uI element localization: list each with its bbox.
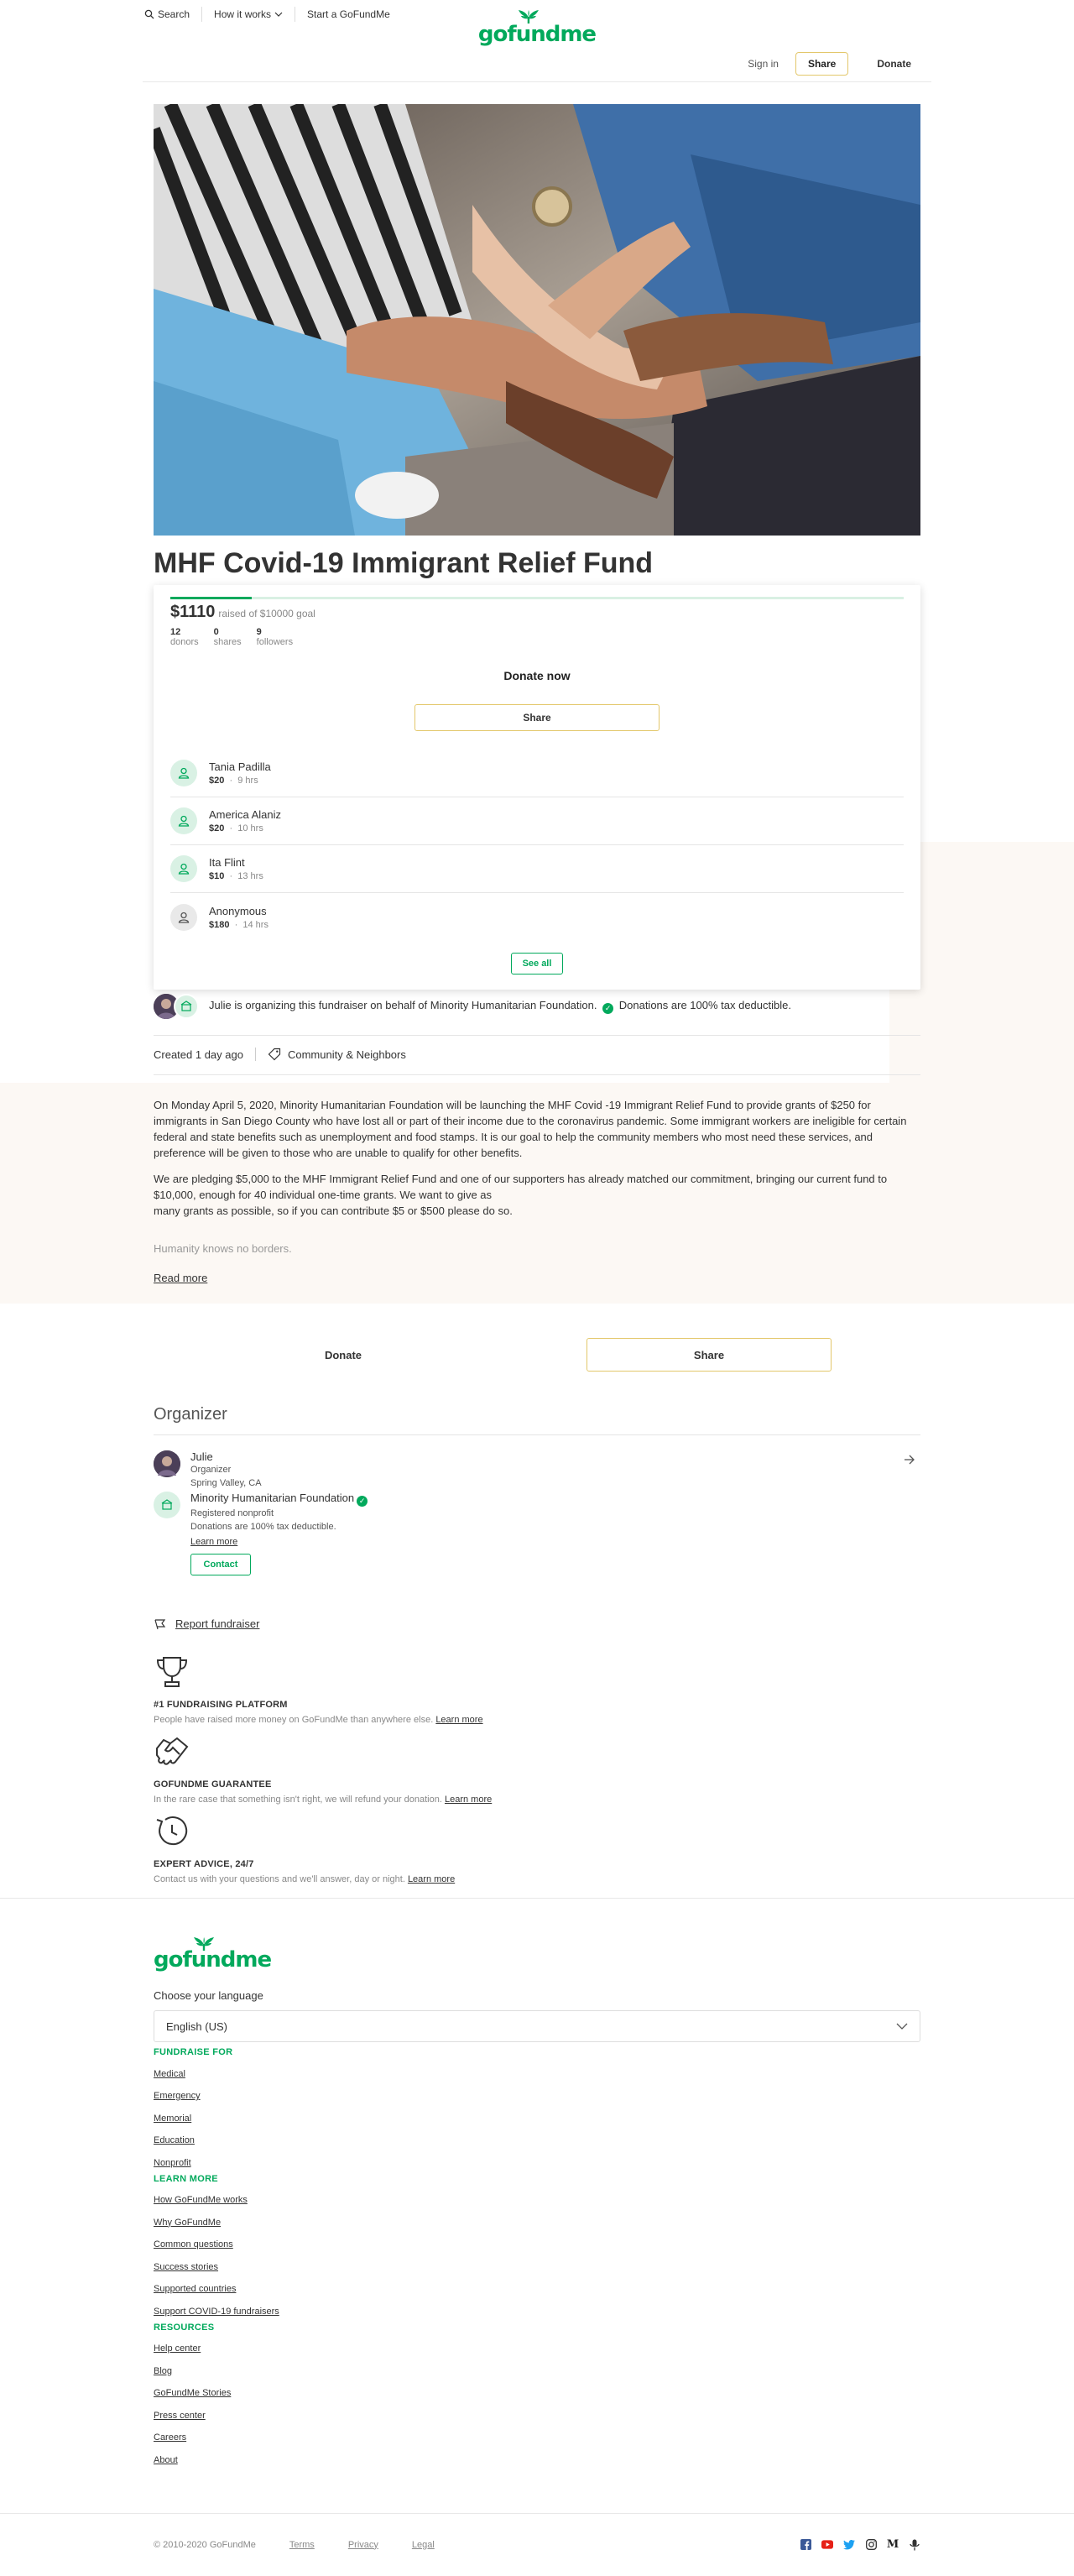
trust-badges [154,1655,920,1884]
progress-bar [170,597,904,599]
beneficiary-org [154,1492,920,1575]
badge-title: EXPERT ADVICE, 24/7 [154,1859,254,1869]
footer-group-title: FUNDRAISE FOR [154,2047,233,2057]
arrow-right-icon[interactable] [904,1454,915,1470]
how-it-works-dropdown[interactable] [202,7,295,22]
language-label: Choose your language [154,1989,263,2002]
stat-label: followers [256,637,294,647]
flag-icon [154,1618,167,1630]
organizer-name: Julie [190,1450,213,1463]
privacy-link[interactable]: Privacy [347,2539,378,2550]
trust-badge [154,1655,920,1725]
campaign-story [154,1075,920,1286]
donation-item: Ita Flint $10 · 13 hrs [170,845,904,893]
hands-together-photo [154,104,920,536]
tax-deductible-text: Donations are 100% tax deductible. [618,999,791,1011]
category-label: Community & Neighbors [287,1048,406,1061]
donation-time: 10 hrs [237,823,263,833]
donation-amount: $10 [209,871,225,881]
footer-link[interactable]: Common questions [154,2239,233,2249]
organizer-summary-text: Julie is organizing this fundraiser on behalf of Minority Humanitarian Foundation. [209,999,597,1011]
donation-item: Tania Padilla $20 · 9 hrs [170,750,904,797]
handshake-icon [154,1735,190,1769]
medium-icon[interactable]: M [886,2538,899,2551]
org-type: Registered nonprofit [190,1508,274,1518]
donation-time: 14 hrs [242,919,268,930]
podcast-icon[interactable] [909,2539,920,2551]
chevron-down-icon [896,2023,908,2030]
youtube-icon[interactable] [821,2539,833,2551]
donation-amount: $180 [209,919,230,930]
campaign-title: MHF Covid-19 Immigrant Relief Fund [154,547,654,579]
badge-text: Contact us with your questions and we'll answer, day or night. [154,1874,405,1884]
category-link[interactable] [268,1048,406,1061]
site-footer [0,1898,1074,2575]
footer-link[interactable]: Supported countries [154,2284,237,2294]
bottom-donate-button[interactable]: Donate [324,1348,362,1361]
badge-title: #1 FUNDRAISING PLATFORM [154,1700,288,1710]
nonprofit-icon [161,1499,173,1511]
story-paragraph-part: many grants as possible, so if you can contribute $5 or $500 please do so. [154,1204,513,1217]
terms-link[interactable]: Terms [289,2539,315,2550]
footer-link[interactable]: Success stories [154,2261,219,2272]
goal-text: raised of $10000 goal [218,608,315,619]
trust-badge [154,1735,920,1805]
start-gofundme-label: Start a GoFundMe [307,8,390,20]
footer-link[interactable]: Support COVID-19 fundraisers [154,2306,279,2317]
facebook-icon[interactable] [800,2539,811,2551]
donation-time: 9 hrs [237,776,258,786]
footer-link[interactable]: Blog [154,2365,173,2376]
footer-link[interactable]: Education [154,2135,195,2145]
footer-group-title: LEARN MORE [154,2173,218,2184]
donor-avatar [170,760,197,786]
how-it-works-label: How it works [214,8,272,20]
header-donate-button[interactable]: Donate [877,58,911,70]
footer-group-fundraise [154,2047,920,2169]
contact-button[interactable]: Contact [190,1554,251,1575]
created-date: Created 1 day ago [154,1048,243,1061]
search-link[interactable] [143,7,202,22]
organizer-avatars [154,993,201,1020]
footer-link[interactable]: Emergency [154,2091,201,2101]
report-fundraiser[interactable] [154,1617,920,1630]
story-paragraph-faded: Humanity knows no borders. [154,1242,292,1255]
donor-name: America Alaniz [209,808,281,821]
badge-learn-more-link[interactable]: Learn more [435,1715,483,1725]
social-links [800,2539,920,2551]
story-paragraph-part: We are pledging $5,000 to the MHF Immigrant Relief Fund and one of our supporters has already matched our commitment, bringing our current fund to $10,000, enough for 40 individual one-time grants. We want to give as [154,1173,888,1201]
org-name: Minority Humanitarian Foundation [190,1492,355,1504]
footer-link[interactable]: Careers [154,2432,187,2443]
site-header [0,0,1074,82]
meta-divider [255,1048,256,1061]
language-select[interactable] [154,2010,920,2042]
footer-bottom-bar [0,2513,1074,2575]
stat-number: 0 [213,627,219,637]
stat-label: donors [170,637,199,647]
footer-group-title: RESOURCES [154,2322,215,2333]
organizer-role: Organizer [190,1465,232,1475]
primary-nav [143,7,402,22]
verified-check-icon: ✓ [357,1496,368,1507]
raised-amount: $1110 [170,603,216,621]
footer-link[interactable]: Press center [154,2410,206,2421]
legal-link[interactable]: Legal [411,2539,435,2550]
search-label: Search [158,8,190,20]
footer-link[interactable]: Nonprofit [154,2157,191,2168]
organizer-avatar [154,1450,180,1477]
signin-link[interactable]: Sign in [748,58,779,70]
donor-name: Anonymous [209,904,267,917]
footer-link[interactable]: About [154,2454,178,2465]
see-all-button[interactable]: See all [511,953,563,974]
badge-title: GOFUNDME GUARANTEE [154,1779,272,1790]
recent-donations-list [170,750,904,941]
stat-number: 9 [256,627,262,637]
badge-text: In the rare case that something isn't right, we will refund your donation. [154,1795,442,1805]
organizer-location: Spring Valley, CA [190,1478,262,1488]
sprout-icon [192,1937,216,1951]
badge-learn-more-link[interactable]: Learn more [407,1874,456,1884]
report-label: Report fundraiser [175,1617,260,1630]
organizer-person [154,1450,920,1490]
donation-item: Anonymous $180 · 14 hrs [170,893,904,941]
nonprofit-avatar [154,1492,180,1518]
footer-logo[interactable] [154,1947,920,1972]
read-more-link[interactable]: Read more [154,1272,208,1284]
footer-link[interactable]: Why GoFundMe [154,2217,222,2228]
story-paragraph [154,1171,920,1219]
stat-number: 12 [170,627,181,637]
footer-link[interactable]: Medical [154,2068,185,2079]
organizer-summary [154,990,920,1036]
tag-icon [268,1048,281,1061]
user-icon [177,911,190,924]
story-paragraph: On Monday April 5, 2020, Minority Humanitarian Foundation will be launching the MHF Covid -19 Immigrant Relief Fund to provide grants of $250 for immigrants in San Diego County who have lost all or part of their income due to the coronavirus pandemic. Some immigrant workers are ineligible for certain federal and state benefits such as unemployment and food stamps. It is our goal to help the community members who most need these services, and preference will be given to those who are unable to qualify for other benefits. [154,1099,907,1159]
donation-card [154,585,920,990]
stat-shares [214,627,242,647]
gofundme-logo[interactable] [478,22,596,47]
nonprofit-avatar [174,994,199,1019]
bottom-share-button[interactable]: Share [587,1338,832,1372]
twitter-icon[interactable] [843,2539,855,2551]
copyright: © 2010-2020 GoFundMe [154,2539,256,2550]
footer-group-resources [154,2323,920,2466]
donate-now-button[interactable]: Donate now [503,669,571,682]
progress-fill [170,597,252,599]
donation-amount: $20 [209,776,225,786]
donor-name: Ita Flint [209,856,245,869]
donation-time: 13 hrs [237,871,263,881]
bottom-actions [154,1338,920,1372]
user-icon [177,814,190,828]
badge-learn-more-link[interactable]: Learn more [444,1795,493,1805]
footer-link[interactable]: GoFundMe Stories [154,2388,232,2398]
footer-link[interactable]: How GoFundMe works [154,2195,248,2205]
footer-group-learn-more [154,2174,920,2317]
donor-avatar [170,807,197,834]
donation-item: America Alaniz $20 · 10 hrs [170,797,904,845]
start-gofundme-link[interactable] [295,7,402,22]
card-share-button[interactable]: Share [414,704,660,731]
clock-icon [154,1815,190,1848]
donation-amount: $20 [209,823,225,833]
stat-donors [170,627,199,647]
header-share-button[interactable]: Share [795,52,848,76]
stat-label: shares [213,637,242,647]
trust-badge [154,1815,920,1884]
badge-text: People have raised more money on GoFundMe than anywhere else. [154,1715,434,1725]
sprout-icon [517,10,540,24]
chevron-down-icon [274,12,283,18]
donor-avatar [170,904,197,931]
logo-text: gofundme [477,22,597,47]
footer-link[interactable]: Memorial [154,2113,192,2124]
donor-name: Tania Padilla [209,760,271,773]
campaign-details [154,990,920,1286]
nonprofit-icon [180,1001,192,1012]
instagram-icon[interactable] [865,2539,877,2551]
search-icon [144,9,154,19]
trophy-icon [154,1655,190,1689]
verified-check-icon: ✓ [602,1003,613,1014]
campaign-hero-image [154,104,920,536]
org-deductible: Donations are 100% tax deductible. [190,1522,336,1532]
footer-logo-text: gofundme [154,1947,272,1972]
stat-followers [257,627,293,647]
organizer-heading: Organizer [154,1372,920,1435]
footer-link[interactable]: Help center [154,2343,201,2354]
user-icon [177,862,190,875]
org-learn-more-link[interactable]: Learn more [190,1537,238,1547]
account-nav [748,52,923,76]
campaign-meta [154,1036,920,1075]
donor-avatar [170,855,197,882]
language-value: English (US) [166,2020,227,2033]
campaign-stats [170,627,904,647]
organizer-section [154,1372,920,1884]
user-icon [177,766,190,780]
